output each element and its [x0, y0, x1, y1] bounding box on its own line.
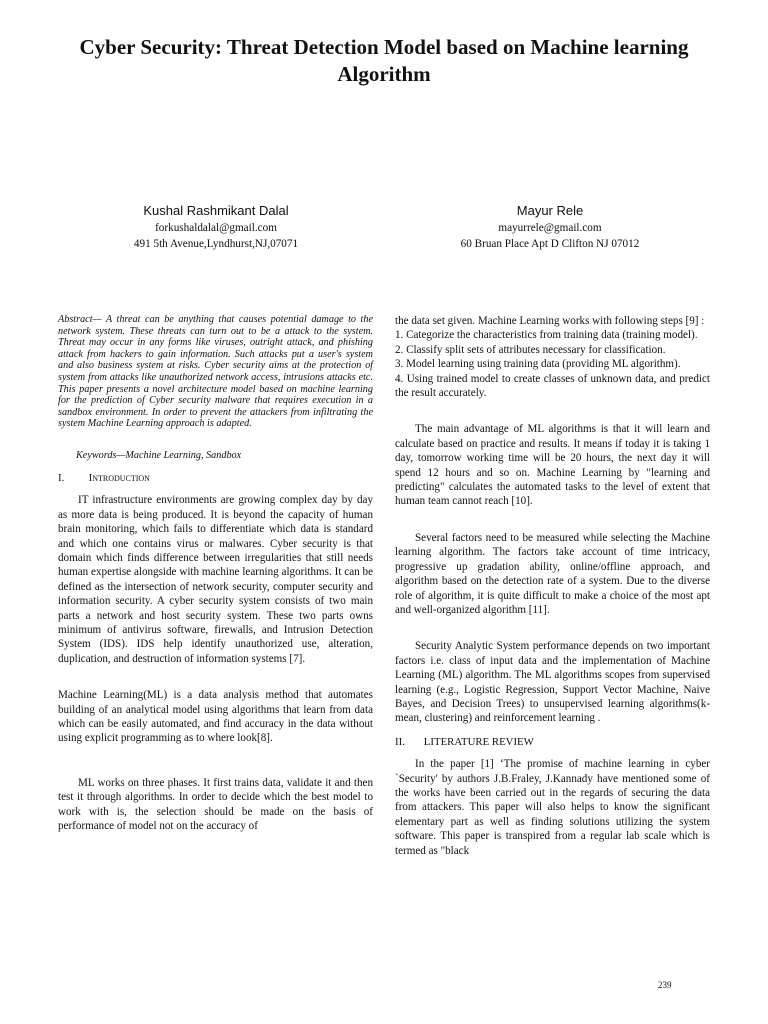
author-address: 60 Bruan Place Apt D Clifton NJ 07012 — [460, 238, 640, 250]
section-title: Introduction — [88, 471, 150, 484]
steps-list — [395, 328, 710, 400]
author-address: 491 5th Avenue,Lyndhurst,NJ,07071 — [133, 238, 299, 250]
intro-paragraph-1: IT infrastructure environments are growing complex day by day as more data is being produced. It is beyond the capacity of human brain monitoring, which fails to differentiate which data is standard and which one contains virus or malwares. Cyber security is that domain which finds difference between irregularities that still needs human expertise alongside with machine learning algorithms. It can be defined as the intersection of network security, computer security and information security. A cyber security system consists of two main parts a network and host security system. These two parts owns minimum of antivirus software, firewalls, and Intrusion Detection System (IDS). IDS help identify unauthorized use, alteration, duplication, and destruction of information systems [7]. — [58, 494, 373, 665]
steps-lead: the data set given. Machine Learning works with following steps [9] : — [395, 315, 705, 327]
list-item: 1. Categorize the characteristics from training data (training model). — [395, 329, 698, 342]
left-column — [58, 314, 373, 833]
author-name: Kushal Rashmikant Dalal — [143, 203, 289, 218]
list-item: 3. Model learning using training data (providing ML algorithm). — [395, 358, 681, 371]
author-email: mayurrele@gmail.com — [498, 222, 602, 234]
right-column — [395, 314, 710, 858]
section-heading-literature-review — [395, 735, 710, 749]
author-name: Mayur Rele — [516, 203, 584, 218]
section-number: I. — [58, 471, 65, 484]
right-paragraph-1: The main advantage of ML algorithms is that it will learn and calculate based on practice and results. It means if today it is taking 1 day, tomorrow working time will be 20 hours, the next day it will spend 12 hours and so on. Machine Learning by "learning and predicting" calculates the automated tasks to the level of extent that human team cannot reach [10]. — [395, 423, 710, 508]
list-item: 4. Using trained model to create classes of unknown data, and predict the result accurately. — [395, 372, 710, 400]
section-heading-introduction — [58, 471, 373, 485]
section-number: II. — [395, 735, 405, 748]
literature-paragraph: In the paper [1] ‘The promise of machine learning in cyber `Security' by authors J.B.Fraley, J.Kannady have mentioned some of the works have been carried out in the regards of securing the data from attackers. This paper will also helps to know the significant elementary part as well as finding solutions utilizing the system software. This paper is transpired from a regular lab scale which is termed as "black — [395, 758, 710, 857]
page-number: 239 — [658, 980, 672, 990]
right-paragraph-2: Several factors need to be measured while selecting the Machine learning algorithm. The factors take account of time intricacy, progressive up gradation ability, online/offline approach, and algorithm based on the detection rate of a system. Due to the diverse role of algorithm, it is quite difficult to make a choice of the most apt and well-organized algorithm [11]. — [395, 531, 710, 616]
right-paragraph-3: Security Analytic System performance depends on two important factors i.e. class of input data and the implementation of Machine Learning (ML) algorithm. The ML algorithms scopes from supervised learning (e.g., Logistic Regression, Support Vector Machine, Naive Bayes, and Decision Trees) to unsupervised learning algorithms(k-mean, clustering) and reinforcement learning . — [395, 640, 710, 725]
author-block-2 — [400, 202, 700, 252]
abstract: Abstract— A threat can be anything that causes potential damage to the network system. These threats can turn out to be a attack to the system. Threat may occur in any forms like viruses, outright attack, and phishing attack from hackers to gain information. Such attacks put a user's system and also business system at risks. Cyber security aims at the protection of system from attacks like unauthorized network access, intrusions attacks etc. This paper presents a novel architecture model based on machine learning for the prediction of Cyber security malware that requires execution in a sandbox environment. In order to prevent the attackers from infiltrating the system Machine Learning approach is adapted. — [58, 314, 373, 430]
paper-title: Cyber Security: Threat Detection Model based on Machine learning Algorithm — [79, 35, 689, 86]
author-email: forkushaldalal@gmail.com — [155, 222, 277, 234]
list-item: 2. Classify split sets of attributes necessary for classification. — [395, 343, 666, 356]
intro-paragraph-2: Machine Learning(ML) is a data analysis method that automates building of an analytical model using algorithms that learn from data which can be easily automated, and find accuracy in the data without using explicit programming as to where look[8]. — [58, 689, 373, 745]
section-title: LITERATURE REVIEW — [423, 735, 534, 748]
author-block-1 — [66, 202, 366, 252]
intro-paragraph-3: ML works on three phases. It first trains data, validate it and then test it through algorithms. In order to decide which the best model to work with is, the selection should be made on the basis of performance of model not on the accuracy of — [58, 776, 373, 833]
keywords: Keywords—Machine Learning, Sandbox — [76, 449, 242, 461]
